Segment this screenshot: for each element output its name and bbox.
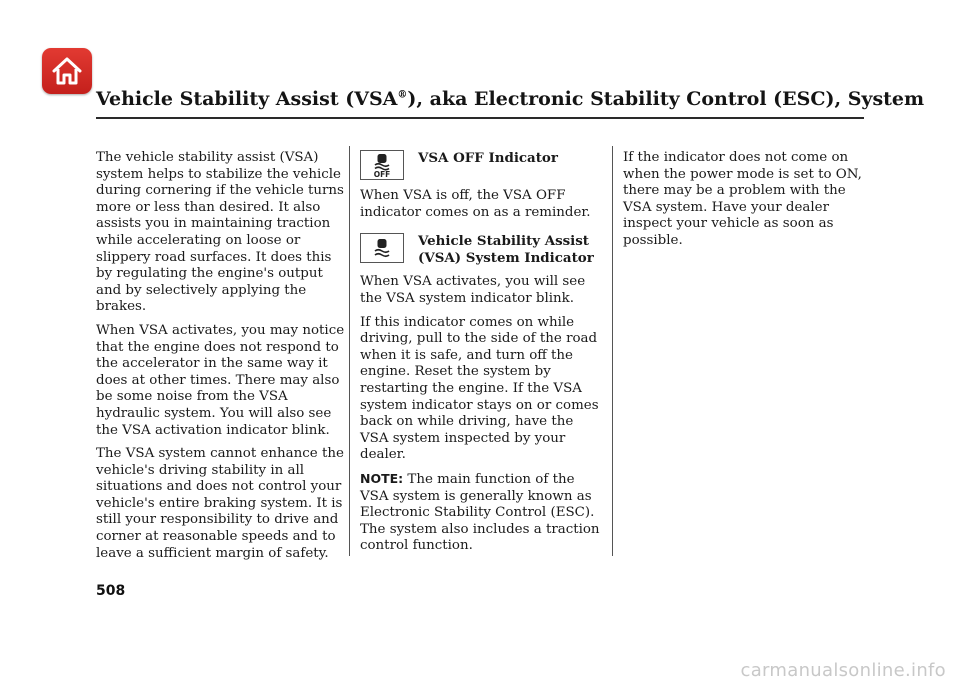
vsa-system-indicator-icon — [360, 233, 404, 263]
vsa-system-description-2: If this indicator comes on while driving, pull to the side of the road when it is safe, and turn off the engine. Reset the system by restarting the engine. If the VSA system indicator stays on or comes back on while driving, have the VSA system inspected by your dealer. — [360, 314, 599, 463]
watermark: carmanualsonline.info — [740, 660, 946, 681]
paragraph-activation: When VSA activates, you may notice that the engine does not respond to the accelerator in the same way it does at other times. There may also be some noise from the VSA hydraulic system. You will also see the VSA activation indicator blink. — [96, 322, 345, 438]
note-label: NOTE: — [360, 470, 404, 486]
home-button[interactable] — [42, 48, 92, 94]
column-3 — [623, 150, 868, 257]
vsa-off-icon-label: OFF — [373, 170, 391, 178]
column-1 — [96, 150, 346, 569]
vsa-off-indicator-icon — [360, 150, 404, 180]
paragraph-intro: The vehicle stability assist (VSA) system helps to stabilize the vehicle during cornering if the vehicle turns more or less than desired. It also assists you in maintaining traction while accelerating on loose or slippery road surfaces. It does this by regulating the engine's output and by selectively applying the brakes. — [96, 150, 344, 315]
column-divider — [612, 146, 613, 556]
home-icon — [51, 55, 83, 87]
vsa-system-indicator-block — [360, 233, 605, 266]
note-text: The main function of the VSA system is generally known as Electronic Stability Control (ESC). The system also includes a traction control function. — [360, 471, 600, 554]
title-rule — [96, 117, 864, 119]
page-title: Vehicle Stability Assist (VSA®), aka Electronic Stability Control (ESC), System — [96, 88, 925, 110]
paragraph-limitations: The VSA system cannot enhance the vehicle's driving stability in all situations and does not control your vehicle's entire braking system. It is still your responsibility to drive and corner at reasonable speeds and to leave a sufficient margin of safety. — [96, 446, 344, 561]
page-number: 508 — [96, 583, 126, 599]
vsa-system-indicator-title: Vehicle Stability Assist (VSA) System Indicator — [418, 233, 594, 266]
vsa-off-description: When VSA is off, the VSA OFF indicator comes on as a reminder. — [360, 188, 591, 220]
vsa-off-indicator-block — [360, 150, 605, 180]
column-divider — [349, 146, 350, 556]
column-2 — [360, 150, 605, 562]
note-paragraph — [360, 471, 605, 555]
paragraph-indicator-fault: If the indicator does not come on when the power mode is set to ON, there may be a problem with the VSA system. Have your dealer inspect your vehicle as soon as possible. — [623, 150, 862, 248]
vsa-off-indicator-title: VSA OFF Indicator — [418, 150, 558, 166]
vsa-system-description-1: When VSA activates, you will see the VSA system indicator blink. — [360, 274, 586, 306]
